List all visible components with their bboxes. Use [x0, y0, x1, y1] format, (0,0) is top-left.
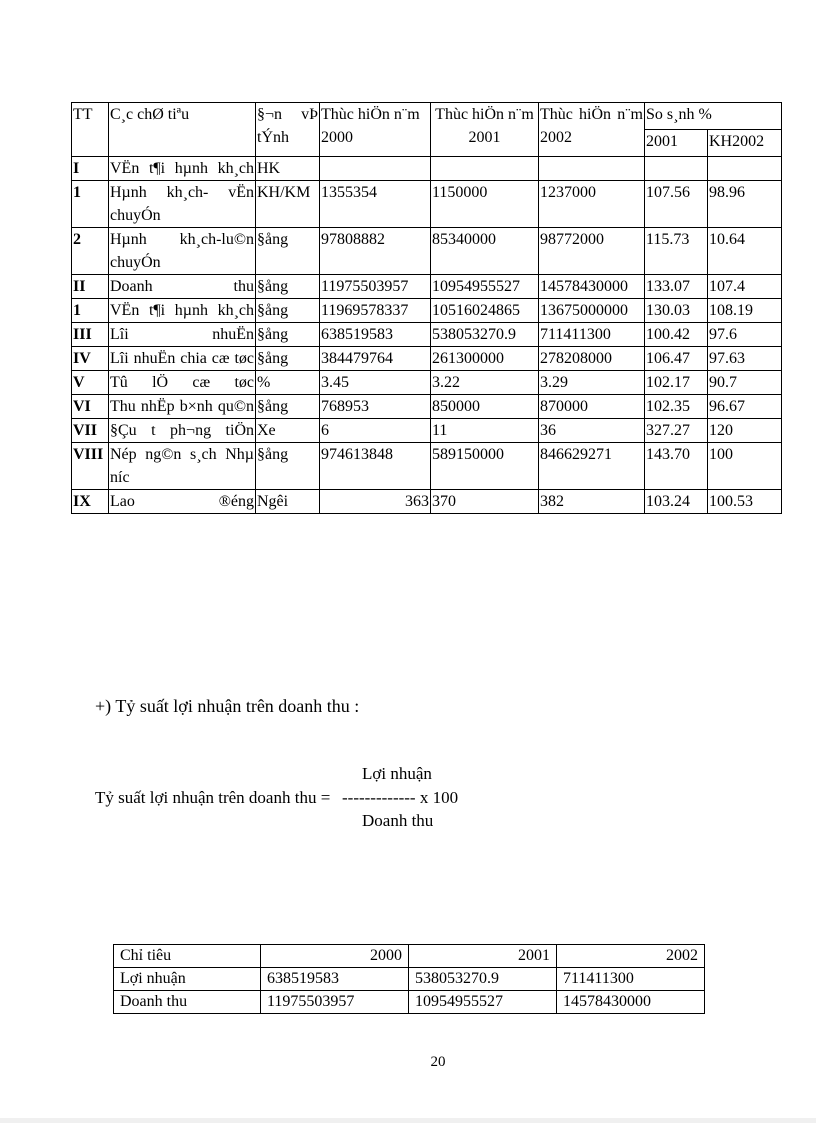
row-2001: 10954955527: [431, 275, 539, 299]
row-compare-kh2002: [708, 157, 782, 181]
row-2001: 589150000: [431, 443, 539, 490]
row-compare-2001: 103.24: [645, 490, 708, 514]
cell: Lợi nhuận: [114, 968, 261, 991]
indicators-body: [72, 157, 782, 514]
header-indicator: C¸c chØ tiªu: [109, 103, 256, 157]
row-2001: 261300000: [431, 347, 539, 371]
row-compare-kh2002: 90.7: [708, 371, 782, 395]
row-compare-2001: 115.73: [645, 228, 708, 275]
row-compare-kh2002: 96.67: [708, 395, 782, 419]
profit-revenue-table: [113, 944, 705, 1014]
header-compare-kh2002: KH2002: [708, 130, 782, 157]
row-compare-kh2002: 100: [708, 443, 782, 490]
table-row: [72, 419, 782, 443]
row-unit: §ång: [256, 443, 320, 490]
formula-lhs: Tỷ suất lợi nhuận trên doanh thu =: [95, 788, 331, 807]
row-2001: 1150000: [431, 181, 539, 228]
table-row: [114, 968, 705, 991]
row-compare-2001: 133.07: [645, 275, 708, 299]
table-row: [72, 443, 782, 490]
table-row: [72, 181, 782, 228]
row-unit: §ång: [256, 275, 320, 299]
header-row: [72, 103, 782, 130]
row-indicator: Lîi nhuËn: [109, 323, 256, 347]
row-tt: I: [72, 157, 109, 181]
header-compare: So s¸nh %: [645, 103, 782, 130]
row-unit: HK: [256, 157, 320, 181]
row-unit: §ång: [256, 347, 320, 371]
row-2001: 11: [431, 419, 539, 443]
table-row: [72, 275, 782, 299]
row-compare-kh2002: 10.64: [708, 228, 782, 275]
row-indicator: Lîi nhuËn chia cæ tøc: [109, 347, 256, 371]
formula-denominator: Doanh thu: [362, 811, 434, 830]
header-2001: Thùc hiÖn n¨m 2001: [431, 103, 539, 157]
row-2001: 10516024865: [431, 299, 539, 323]
row-2002: 382: [539, 490, 645, 514]
table-row: [72, 323, 782, 347]
cell: 10954955527: [409, 991, 557, 1014]
row-tt: 1: [72, 299, 109, 323]
row-unit: §ång: [256, 323, 320, 347]
row-2002: 98772000: [539, 228, 645, 275]
row-indicator: Lao ®éng: [109, 490, 256, 514]
row-unit: KH/KM: [256, 181, 320, 228]
row-2002: 13675000000: [539, 299, 645, 323]
table-row: [72, 347, 782, 371]
row-2000: 6: [320, 419, 431, 443]
row-2001: 370: [431, 490, 539, 514]
header-unit: §¬n vÞ tÝnh: [256, 103, 320, 157]
row-2000: [320, 157, 431, 181]
cell: 2002: [557, 945, 705, 968]
page-number: 20: [430, 1054, 446, 1070]
row-compare-2001: 102.35: [645, 395, 708, 419]
row-compare-2001: 102.17: [645, 371, 708, 395]
row-2002: [539, 157, 645, 181]
header-compare-2001: 2001: [645, 130, 708, 157]
row-compare-kh2002: 97.6: [708, 323, 782, 347]
row-compare-kh2002: 107.4: [708, 275, 782, 299]
row-indicator: VËn t¶i hµnh kh¸ch: [109, 299, 256, 323]
cell: 538053270.9: [409, 968, 557, 991]
row-2000: 11975503957: [320, 275, 431, 299]
row-tt: VI: [72, 395, 109, 419]
cell: 14578430000: [557, 991, 705, 1014]
row-compare-kh2002: 108.19: [708, 299, 782, 323]
cell: Doanh thu: [114, 991, 261, 1014]
row-tt: III: [72, 323, 109, 347]
row-compare-kh2002: 98.96: [708, 181, 782, 228]
row-compare-kh2002: 100.53: [708, 490, 782, 514]
row-unit: %: [256, 371, 320, 395]
row-2001: 850000: [431, 395, 539, 419]
row-2001: 538053270.9: [431, 323, 539, 347]
row-unit: §ång: [256, 228, 320, 275]
row-unit: §ång: [256, 299, 320, 323]
section-heading: +) Tỷ suất lợi nhuận trên doanh thu :: [95, 696, 360, 716]
row-indicator: Tû lÖ cæ tøc: [109, 371, 256, 395]
indicators-table: [71, 102, 782, 514]
row-unit: §ång: [256, 395, 320, 419]
row-indicator: §Çu t ph¬ng tiÖn: [109, 419, 256, 443]
cell: 711411300: [557, 968, 705, 991]
header-row: [114, 945, 705, 968]
row-2001: 3.22: [431, 371, 539, 395]
row-2002: 711411300: [539, 323, 645, 347]
row-compare-2001: 327.27: [645, 419, 708, 443]
row-2002: 1237000: [539, 181, 645, 228]
row-2002: 278208000: [539, 347, 645, 371]
row-2002: 14578430000: [539, 275, 645, 299]
row-indicator: Hµnh kh¸ch- vËn chuyÓn: [109, 181, 256, 228]
row-compare-2001: 106.47: [645, 347, 708, 371]
row-indicator: Thu nhËp b×nh qu©n: [109, 395, 256, 419]
row-2000: 638519583: [320, 323, 431, 347]
table-row: [72, 395, 782, 419]
row-compare-2001: 130.03: [645, 299, 708, 323]
profit-revenue-body: [114, 945, 705, 1014]
row-compare-2001: 143.70: [645, 443, 708, 490]
row-unit: Xe: [256, 419, 320, 443]
row-2002: 36: [539, 419, 645, 443]
row-unit: Ngêi: [256, 490, 320, 514]
formula-fraction-line: ------------- x 100: [342, 788, 459, 807]
row-compare-2001: 107.56: [645, 181, 708, 228]
row-2000: 1355354: [320, 181, 431, 228]
row-tt: V: [72, 371, 109, 395]
row-tt: 2: [72, 228, 109, 275]
row-2000: 97808882: [320, 228, 431, 275]
header-2000: Thùc hiÖn n¨m 2000: [320, 103, 431, 157]
row-2000: 384479764: [320, 347, 431, 371]
table-row: [72, 157, 782, 181]
header-tt: TT: [72, 103, 109, 157]
row-2000: 974613848: [320, 443, 431, 490]
table-row: [72, 371, 782, 395]
cell: 2000: [261, 945, 409, 968]
cell: 11975503957: [261, 991, 409, 1014]
row-2000: 363: [320, 490, 431, 514]
formula-numerator: Lợi nhuận: [362, 764, 432, 783]
row-2000: 11969578337: [320, 299, 431, 323]
row-tt: VIII: [72, 443, 109, 490]
table-row: [114, 991, 705, 1014]
cell: Chỉ tiêu: [114, 945, 261, 968]
row-2002: 3.29: [539, 371, 645, 395]
row-tt: 1: [72, 181, 109, 228]
row-tt: IV: [72, 347, 109, 371]
table-row: [72, 228, 782, 275]
row-2002: 846629271: [539, 443, 645, 490]
row-2000: 3.45: [320, 371, 431, 395]
row-tt: IX: [72, 490, 109, 514]
row-compare-kh2002: 120: [708, 419, 782, 443]
row-compare-2001: [645, 157, 708, 181]
row-tt: VII: [72, 419, 109, 443]
page-edge: [0, 1118, 816, 1123]
table-row: [72, 490, 782, 514]
row-2002: 870000: [539, 395, 645, 419]
cell: 2001: [409, 945, 557, 968]
row-indicator: Hµnh kh¸ch-lu©n chuyÓn: [109, 228, 256, 275]
row-2001: 85340000: [431, 228, 539, 275]
table-row: [72, 299, 782, 323]
row-2001: [431, 157, 539, 181]
row-indicator: Doanh thu: [109, 275, 256, 299]
row-compare-2001: 100.42: [645, 323, 708, 347]
row-tt: II: [72, 275, 109, 299]
row-compare-kh2002: 97.63: [708, 347, 782, 371]
row-2000: 768953: [320, 395, 431, 419]
cell: 638519583: [261, 968, 409, 991]
row-indicator: VËn t¶i hµnh kh¸ch: [109, 157, 256, 181]
header-2002: Thùc hiÖn n¨m 2002: [539, 103, 645, 157]
row-indicator: Nép ng©n s¸ch Nhµ níc: [109, 443, 256, 490]
